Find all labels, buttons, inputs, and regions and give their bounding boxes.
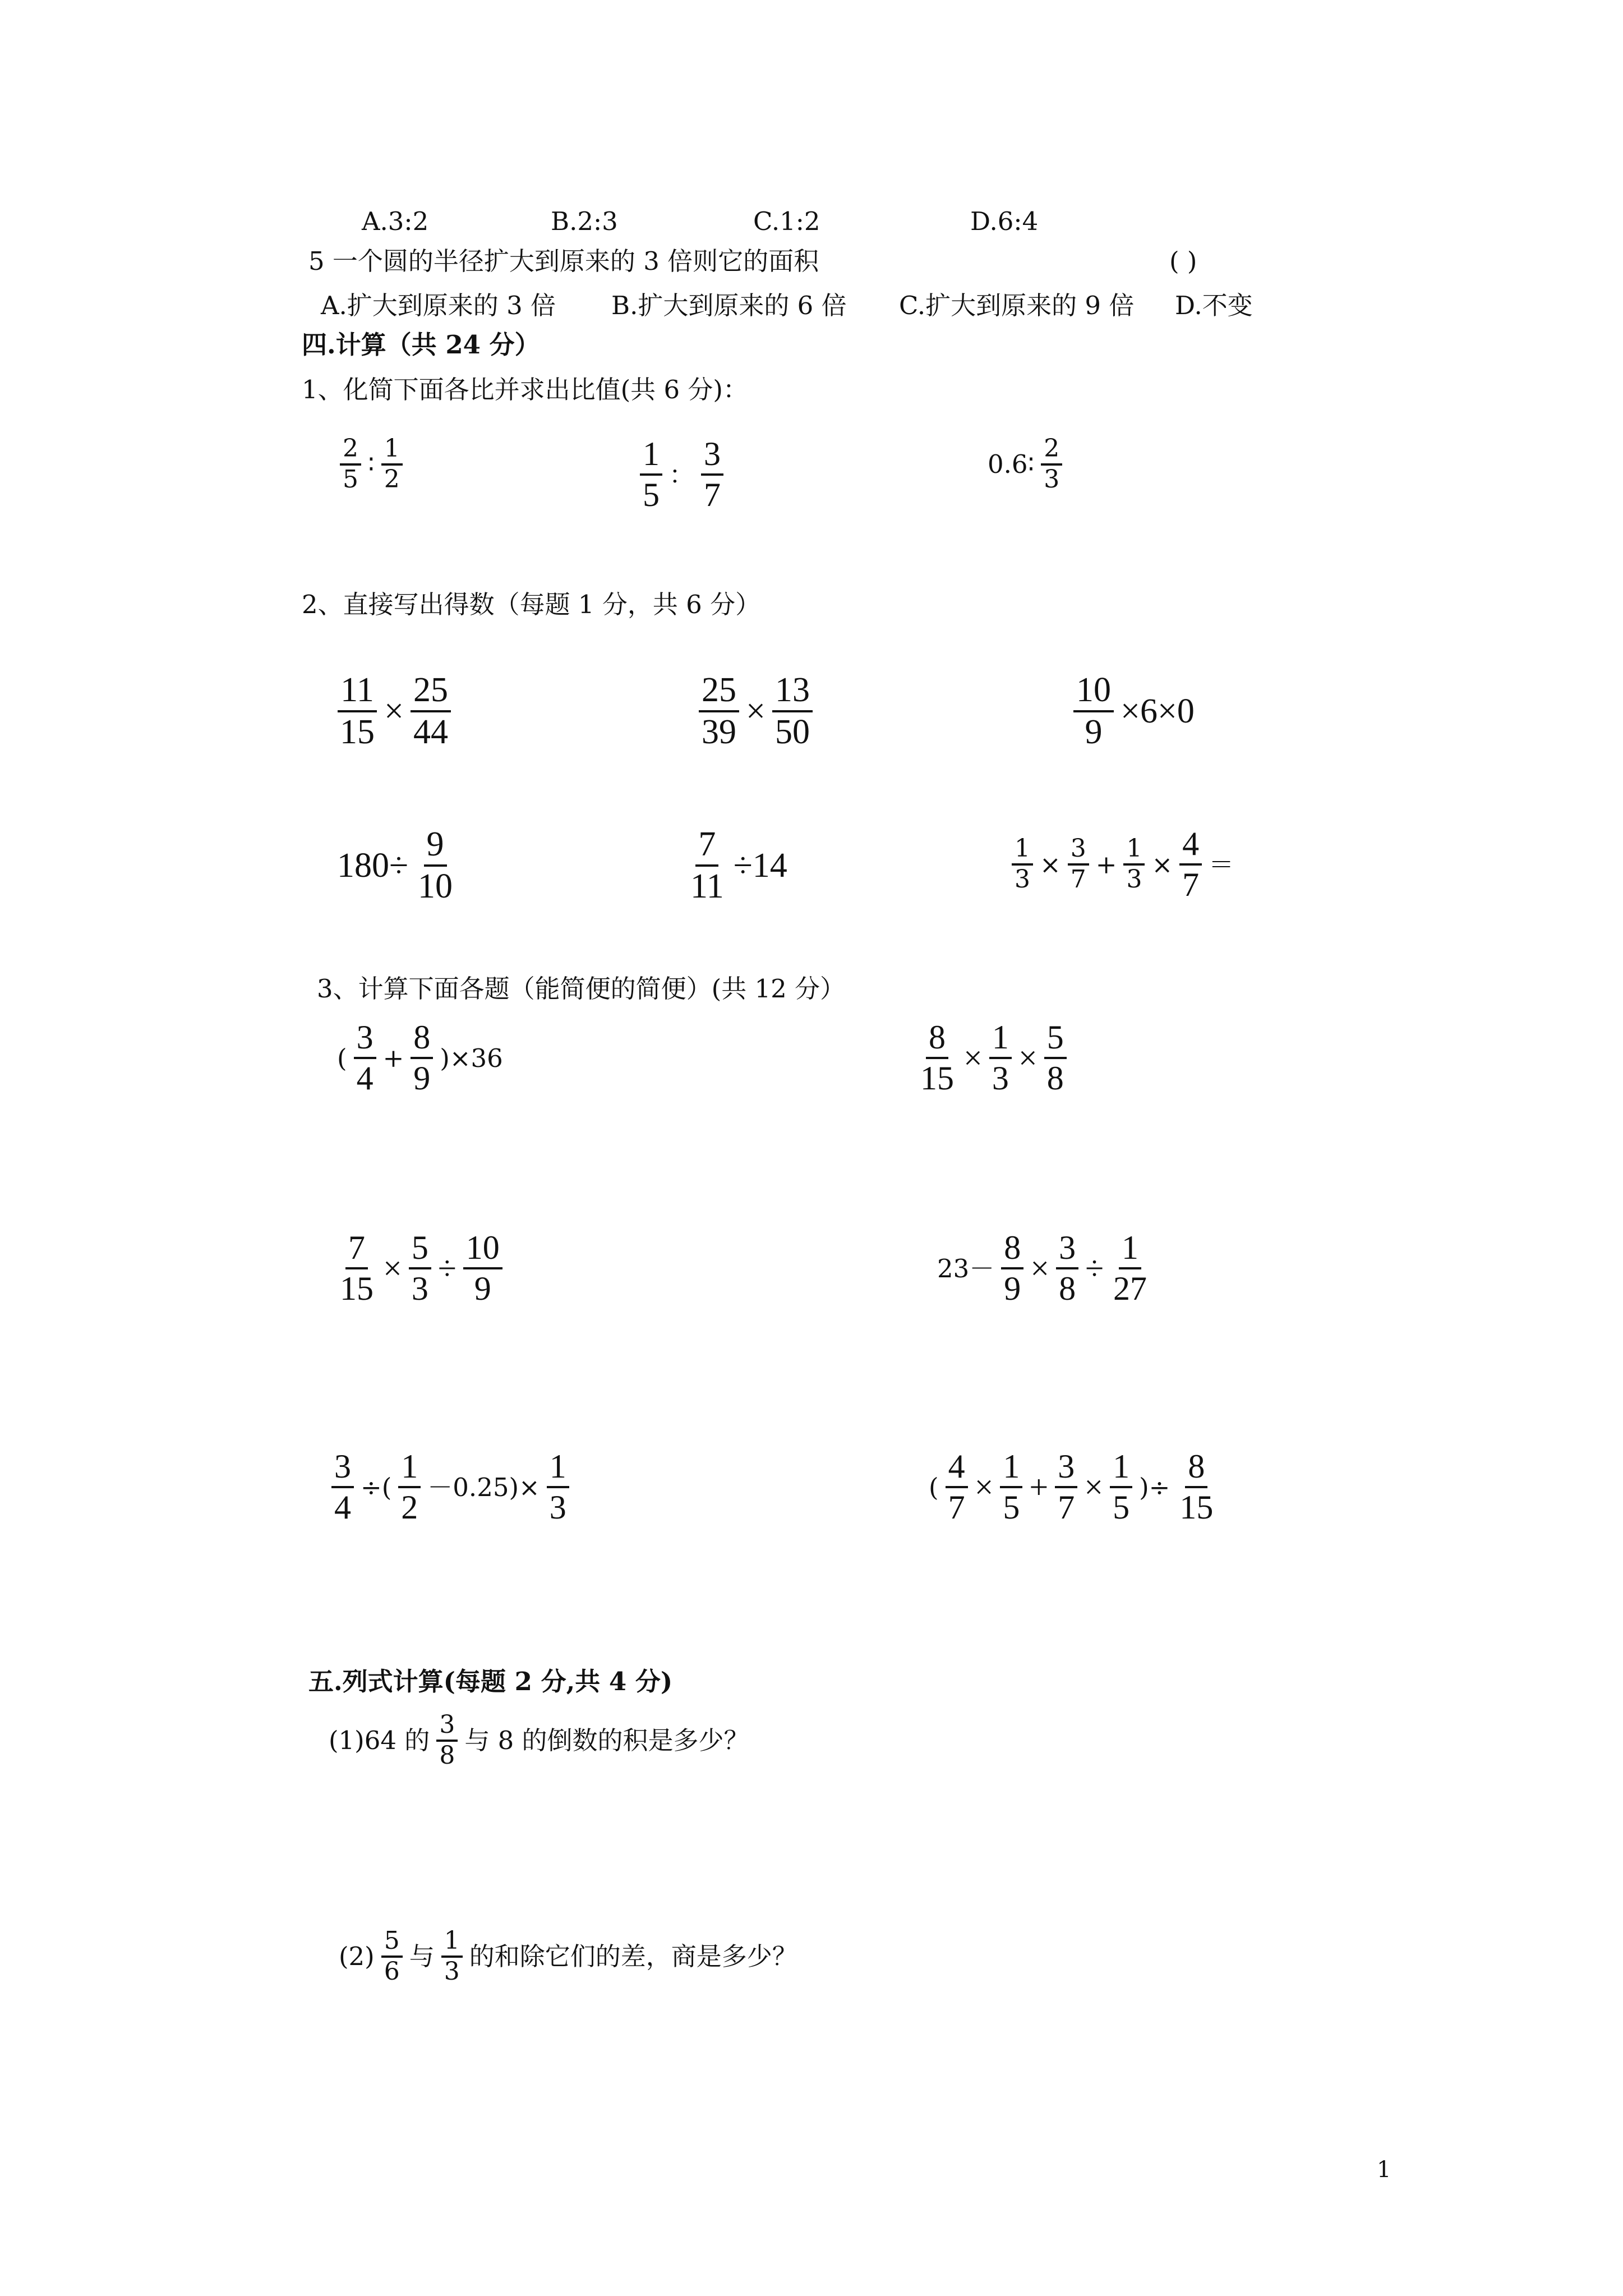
q5-option-c: C.扩大到原来的 9 倍 <box>899 291 1135 320</box>
word-problem-1: (1)64 的 $\frac{3}{8}$ 与 8 的倒数的积是多少？ <box>329 1710 749 1770</box>
calc-expr-4: 23－ $\frac{8}{9}$ × $\frac{3}{8}$ ÷ $\frac{1}{27}$ <box>937 1229 1147 1307</box>
part-1-title: 1、化简下面各比并求出比值(共 6 分)： <box>302 375 748 404</box>
word-problem-2: (2) $\frac{5}{6}$ 与 $\frac{1}{3}$ 的和除它们的差，商是多少？ <box>339 1926 797 1986</box>
ratio-1: $\frac{2}{5}$ ∶ $\frac{1}{2}$ <box>336 435 406 494</box>
q5-option-a: A.扩大到原来的 3 倍 <box>321 291 556 320</box>
oral-expr-2: $\frac{25}{39}$ × $\frac{13}{50}$ <box>695 670 816 753</box>
calc-expr-6: ( $\frac{4}{7}$ × $\frac{1}{5}$ + $\frac{3}{7}$ × $\frac{1}{5}$ )÷ $\frac{8}{15}$ <box>929 1448 1214 1526</box>
q5-answer-paren: ( ) <box>1169 246 1197 276</box>
q4-option-d: D.6:4 <box>970 206 1039 236</box>
q5-option-d: D.不变 <box>1175 291 1253 320</box>
oral-expr-1: $\frac{11}{15}$ × $\frac{25}{44}$ <box>334 670 454 753</box>
oral-expr-4: 180÷ $\frac{9}{10}$ <box>337 825 453 906</box>
q5-option-b: B.扩大到原来的 6 倍 <box>611 291 847 320</box>
q4-option-c: C.1:2 <box>753 206 820 236</box>
page-number: 1 <box>1377 2157 1391 2183</box>
ratio-3: 0.6∶ $\frac{2}{3}$ <box>984 435 1066 494</box>
calc-expr-3: $\frac{7}{15}$ × $\frac{5}{3}$ ÷ $\frac{10}{9}$ <box>334 1228 506 1308</box>
section-5-title: 五.列式计算(每题 2 分,共 4 分) <box>308 1667 673 1696</box>
oral-expr-5: $\frac{7}{11}$ ÷14 <box>690 825 787 906</box>
q4-option-b: B.2:3 <box>551 206 618 236</box>
part-2-title: 2、直接写出得数（每题 1 分，共 6 分） <box>302 590 761 619</box>
q4-option-a: A.3:2 <box>362 206 429 236</box>
calc-expr-2: $\frac{8}{15}$ × $\frac{1}{3}$ × $\frac{5}{8}$ <box>914 1018 1070 1098</box>
q5-question: 5 一个圆的半径扩大到原来的 3 倍则它的面积 <box>308 246 819 276</box>
part-3-title: 3、计算下面各题（能简便的简便）(共 12 分） <box>317 974 846 1004</box>
ratio-2: $\frac{1}{5}$ ： $\frac{3}{7}$ <box>637 435 727 514</box>
oral-expr-3: $\frac{10}{9}$ ×6×0 <box>1070 670 1198 753</box>
oral-expr-6: $\frac{1}{3}$ × $\frac{3}{7}$ + $\frac{1}{3}$ × $\frac{4}{7}$ ＝ <box>1008 825 1237 904</box>
calc-expr-5: $\frac{3}{4}$ ÷( $\frac{1}{2}$ －0.25)× $\frac{1}{3}$ <box>328 1447 573 1527</box>
section-4-title: 四.计算（共 24 分） <box>302 330 540 360</box>
calc-expr-1: ( $\frac{3}{4}$ + $\frac{8}{9}$ )×36 <box>337 1019 503 1097</box>
